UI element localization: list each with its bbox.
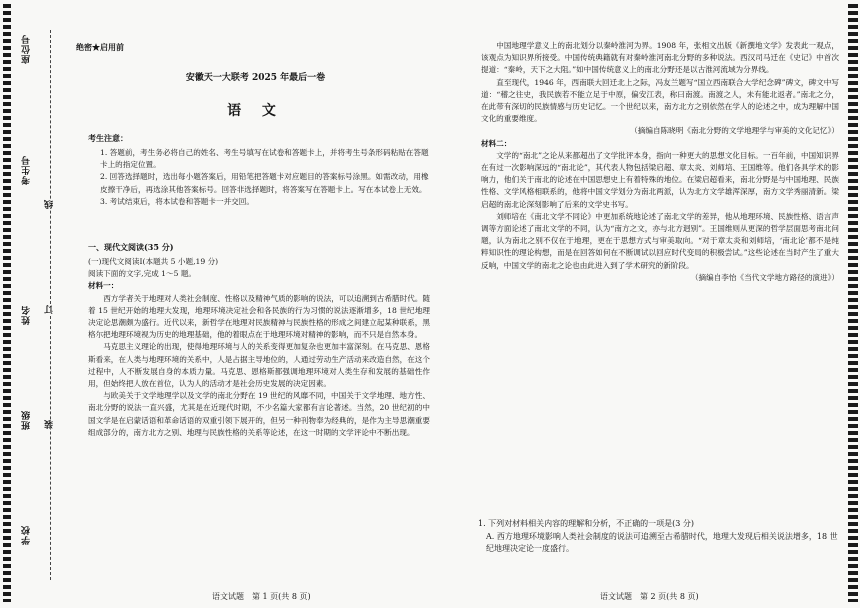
binding-label-seat: 座位号 bbox=[22, 34, 32, 64]
section-intro bbox=[88, 256, 430, 439]
section-title: 一、现代文阅读(35 分) bbox=[88, 242, 174, 252]
question-stem: 1. 下列对材料相关内容的理解和分析，不正确的一项是(3 分) bbox=[478, 519, 695, 528]
notes-list bbox=[100, 147, 430, 208]
material1-paragraph: 西方学者关于地理对人类社会制度、性格以及精神气质的影响的说法，可以追溯到古希腊时代。随着 15 世纪开始的地理大发现，地理环境决定社会和各民族的行为习惯的说法逐渐增多，18 世纪地理决定论思潮颇为盛行。近代以来，新哲学在地理对民族精神与民族性格的形成之间建立起某种联系，黑格尔把地理环境视为历史的地理基础，他的着眼点在于地理环境对精神的影响，而不只是自然本身。 bbox=[88, 293, 430, 340]
binding-label-class: 班级 bbox=[22, 410, 32, 430]
right-border-pattern bbox=[848, 4, 858, 602]
exam-title: 安徽天一大联考 2025 年最后一卷 bbox=[185, 73, 326, 83]
citation: （摘编自陈晓明《南北分野的文学地理学与审美的文化记忆》） bbox=[630, 126, 839, 136]
binding-strip bbox=[14, 30, 69, 580]
citation: （摘编自李怡《当代文学地方路径的演进》） bbox=[690, 272, 839, 282]
binding-label-school: 学校 bbox=[22, 525, 32, 545]
cut-mark-fold: 装 bbox=[45, 420, 55, 429]
material2-label: 材料二： bbox=[481, 138, 512, 148]
binding-label-exam-no: 考生号 bbox=[22, 155, 32, 185]
note-item: 3. 考试结束后，将本试卷和答题卡一并交回。 bbox=[100, 196, 254, 206]
page-footer-right: 语文试题 第 2 页(共 8 页) bbox=[600, 592, 699, 601]
cut-mark-line: 线 bbox=[45, 200, 55, 209]
instruction: 阅读下面的文字,完成 1～5 题。 bbox=[88, 269, 197, 279]
material2-paragraph: 刘师培在《南北文学不同论》中更加系统地论述了南北文学的差异，他从地理环境、民族性格、语言声调等方面论述了南北文学的不同，认为“南方之文，亦与北方迥别”。王国维则从更深的哲学层面思考南北问题，认为南北之别不仅在于地理，更在于思想方式与审美取向。“对于章太炎和刘师培，‘南北论’都不是纯粹知识性的理论构想，而是在回答如何在不断调试以回应时代变局的积极尝试。”这些论述在当时产生了重大反响，中国文学的南北之论也由此进入到了学术研究的新阶段。 bbox=[481, 211, 839, 270]
page-footer-left: 语文试题 第 1 页(共 8 页) bbox=[212, 592, 311, 601]
material2-paragraph: 文学的“南北”之论从来都超出了文学批评本身，指向一种更大的思想文化目标。一百年前，中国知识界在有过一次影响深远的“南北论”，其代表人物包括梁启超、章太炎、刘师培、王国维等。他们各具学术的影响力，他们关于南北的论述在中国思想史上有着特殊的地位。在梁启超看来，南北分野是与中国地理、民族性格、文学风格相联系的，他将中国文学划分为南北两派，认为北方文学雄浑深厚，南方文学秀丽清新。梁启超的南北论深刻影响了后来的文学史书写。 bbox=[481, 150, 839, 209]
right-paragraph: 中国地理学意义上的南北划分以秦岭淮河为界。1908 年，张相文出版《新撰地文学》发表此一观点，该观点为知识界所接受。中国传统典籍就有对秦岭淮河南北分野的多种说法。西汉司马迁在《史记》中首次提道：“秦岭，天下之大阻。”如中国传统意义上的南北分野还是以古淮河流域为分界线。 bbox=[481, 41, 839, 75]
right-column-text bbox=[481, 40, 839, 284]
question-option-a: A. 西方地理环境影响人类社会制度的说法可追溯至古希腊时代，地理大发现后相关说法增多，18 世纪地理决定论一度盛行。 bbox=[486, 531, 838, 554]
left-border-pattern bbox=[3, 4, 11, 602]
material1-paragraph: 与欧美关于文学地理学以及文学的南北分野在 19 世纪的风靡不同，中国关于文学地理、地方性、南北分野的说法一直兴盛，尤其是在近现代时期，不少名篇大家都有言论著述。当然，20 世纪初的中国文学是在启蒙话语和革命话语的双重引领下展开的，但另一种刊物奉为经典的，是作为主导思潮重要组成部分的，南方北方之别、地理与民族性格的关系等论述，在这一时期的文学评论中不断出现。 bbox=[88, 391, 430, 437]
confidential-mark: 绝密★启用前 bbox=[76, 42, 124, 52]
note-item: 2. 回答选择题时，选出每小题答案后，用铅笔把答题卡对应题目的答案标号涂黑。如需改动，用橡皮擦干净后，再选涂其他答案标号。回答非选择题时，将答案写在答题卡上。写在本试卷上无效。 bbox=[100, 172, 429, 194]
subject-title: 语 文 bbox=[227, 103, 284, 119]
material1-paragraph: 马克思主义理论的出现，使得地理环境与人的关系变得更加复杂也更加丰富深刻。在马克思、恩格斯看来，在人类与地理环境的关系中，人是占据主导地位的，人通过劳动生产活动来改造自然，在这个过程中，人不断发展自身的本质力量。马克思、恩格斯都强调地理环境对人类生存和发展的基础性作用，但始终把人放在首位，认为人的活动才是社会历史发展的决定因素。 bbox=[88, 342, 430, 389]
notes-title: 考生注意： bbox=[88, 133, 128, 143]
subsection-title: (一)现代文阅读Ⅰ(本题共 5 小题,19 分) bbox=[88, 257, 219, 266]
material1-label: 材料一： bbox=[88, 281, 119, 291]
note-item: 1. 答题前，考生务必将自己的姓名、考生号填写在试卷和答题卡上，并将考生号条形码粘贴在答题卡上的指定位置。 bbox=[100, 148, 429, 170]
question-1 bbox=[478, 518, 838, 556]
cut-mark-bind: 订 bbox=[45, 305, 55, 314]
right-paragraph: 直至现代，1946 年，西南联大回迁北上之际，冯友兰题写“国立西南联合大学纪念碑”碑文，碑文中写道：“稽之往史，我民族若不能立足于中原，偏安江表，称曰南渡。南渡之人，未有能北返者。”南北之分，在此带有深切的民族情感与历史记忆。一个世纪以来，南方北方之别依然在学人的论述之中，成为理解中国文化的重要维度。 bbox=[481, 77, 839, 124]
binding-label-name: 姓名 bbox=[22, 305, 32, 325]
